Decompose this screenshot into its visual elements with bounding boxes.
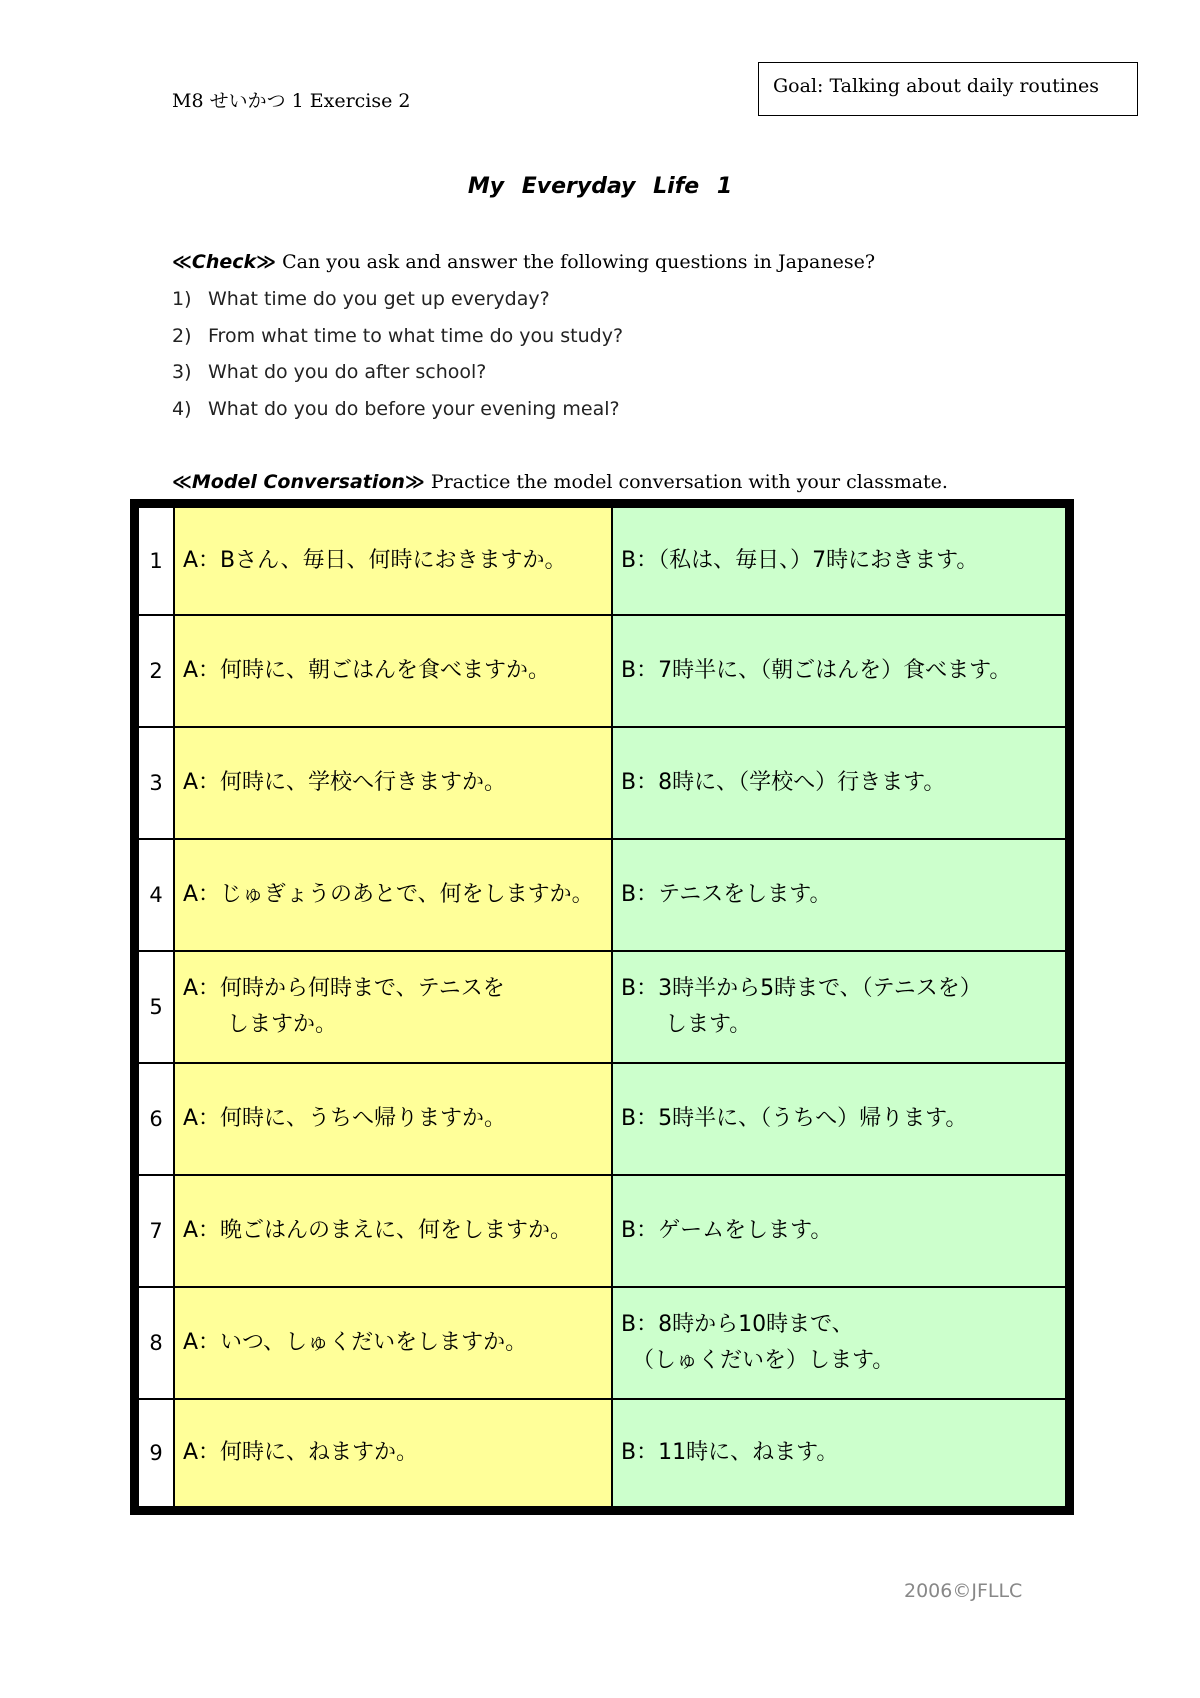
row-number: 1 [135,504,175,616]
answer-b: B：テニスをします。 [612,839,1070,951]
page-title: My Everyday Life 1 [467,174,733,199]
conversation-row [135,951,1070,1063]
conversation-row [135,504,1070,616]
question-text: What do you do after school? [208,361,487,383]
question-item [172,288,623,325]
conversation-row [135,1175,1070,1287]
question-number: 2) [172,324,192,347]
answer-b: B：5時半に、（うちへ）帰ります。 [612,1063,1070,1175]
question-a: A：晩ごはんのまえに、何をしますか。 [174,1175,612,1287]
answer-b: B：ゲームをします。 [612,1175,1070,1287]
exercise-code: M8 せいかつ 1 Exercise 2 [172,90,411,112]
answer-b: B：（私は、毎日、）7時におきます。 [612,504,1070,616]
question-a: A：何時に、ねますか。 [174,1399,612,1511]
row-number: 8 [135,1287,175,1399]
check-tag: ≪Check≫ [172,251,277,273]
copyright: 2006©JFLLC [904,1580,1023,1602]
question-list [172,288,623,434]
question-a: A：何時に、朝ごはんを食べますか。 [174,615,612,727]
row-number: 7 [135,1175,175,1287]
question-a: A：何時に、うちへ帰りますか。 [174,1063,612,1175]
question-a: A：いつ、しゅくだいをしますか。 [174,1287,612,1399]
model-text: Practice the model conversation with your classmate. [430,471,948,493]
conversation-row [135,1063,1070,1175]
question-a: A：じゅぎょうのあとで、何をしますか。 [174,839,612,951]
question-a: A：何時から何時まで、テニスを しますか。 [174,951,612,1063]
model-tag: ≪Model Conversation≫ [172,471,425,493]
answer-b: B：7時半に、（朝ごはんを）食べます。 [612,615,1070,727]
row-number: 3 [135,727,175,839]
question-text: What do you do before your evening meal? [208,397,620,420]
question-item [172,325,623,362]
conversation-row [135,615,1070,727]
question-text: From what time to what time do you study? [208,324,624,347]
question-item [172,398,623,435]
goal-box: Goal: Talking about daily routines [758,62,1138,116]
question-a: A：Bさん、毎日、何時におきますか。 [174,504,612,616]
conversation-row [135,1399,1070,1511]
question-text: What time do you get up everyday? [208,288,550,310]
row-number: 6 [135,1063,175,1175]
question-number: 3) [172,361,192,383]
row-number: 5 [135,951,175,1063]
conversation-table [130,499,1074,1515]
check-heading [172,251,875,273]
conversation-row [135,727,1070,839]
row-number: 2 [135,615,175,727]
check-text: Can you ask and answer the following questions in Japanese? [282,251,876,273]
row-number: 4 [135,839,175,951]
question-item [172,361,623,398]
conversation-row [135,1287,1070,1399]
answer-b: B：3時半から5時まで、（テニスを） します。 [612,951,1070,1063]
question-number: 1) [172,288,192,310]
model-heading [172,471,948,493]
conversation-row [135,839,1070,951]
row-number: 9 [135,1399,175,1511]
answer-b: B：8時に、（学校へ）行きます。 [612,727,1070,839]
question-a: A：何時に、学校へ行きますか。 [174,727,612,839]
answer-b: B：8時から10時まで、 （しゅくだいを）します。 [612,1287,1070,1399]
question-number: 4) [172,397,192,420]
answer-b: B：11時に、ねます。 [612,1399,1070,1511]
